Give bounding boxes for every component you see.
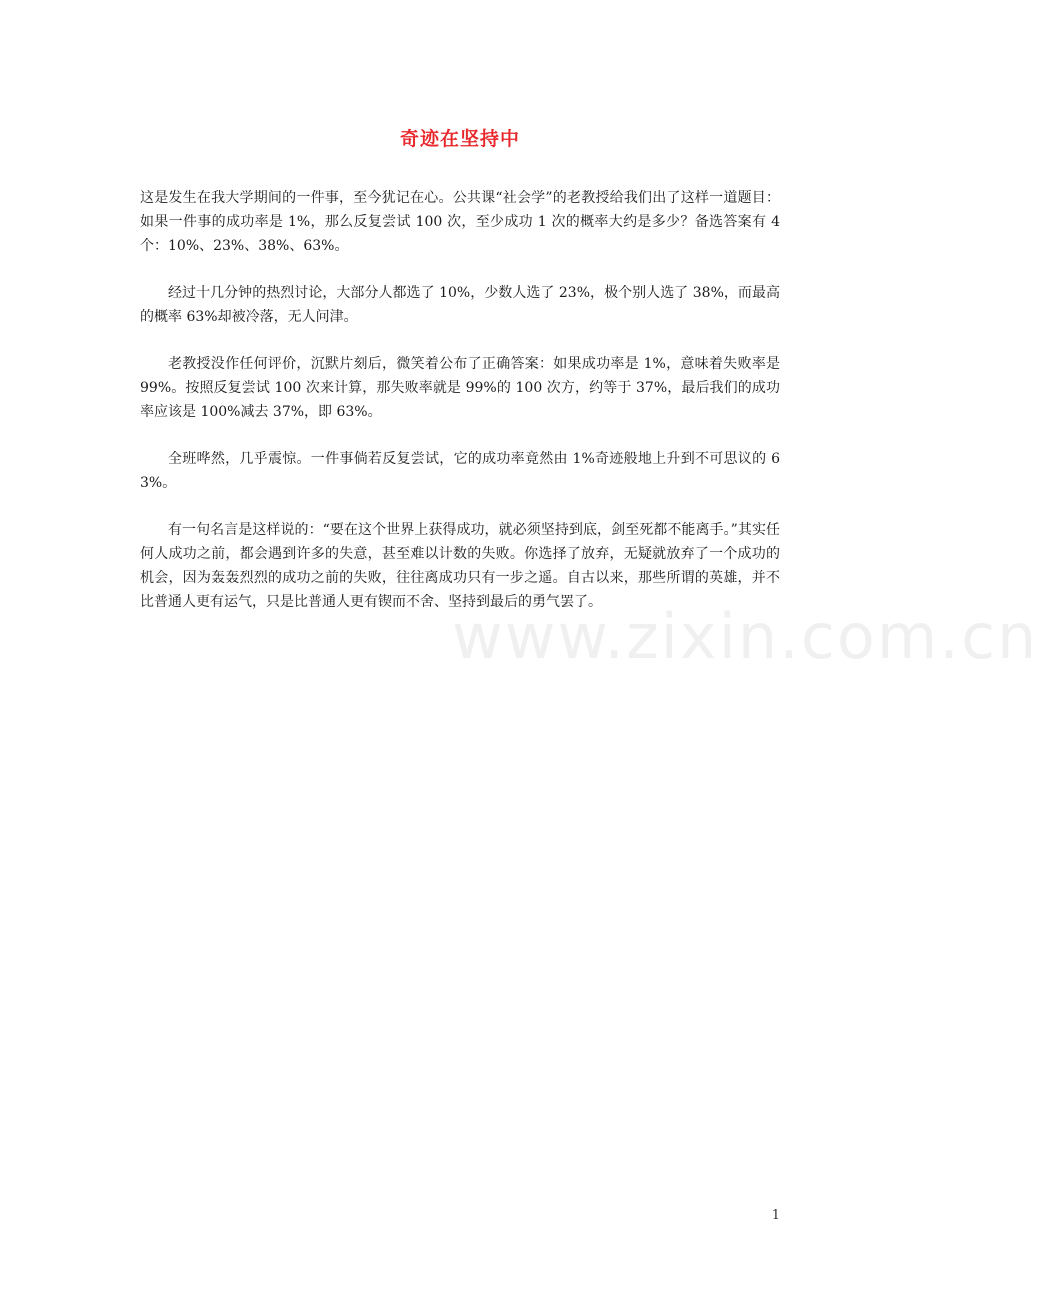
article-body <box>140 186 780 637</box>
paragraph-2: 经过十几分钟的热烈讨论，大部分人都选了 10%，少数人选了 23%，极个别人选了 38%，而最高的概率 63%却被冷落，无人问津。 <box>140 285 780 325</box>
paragraph-3: 老教授没作任何评价，沉默片刻后，微笑着公布了正确答案：如果成功率是 1%，意味着失败率是 99%。按照反复尝试 100 次来计算，那失败率就是 99%的 100 次方，约等于 37%，最后我们的成功率应该是 100%减去 37%，即 63%。 <box>140 356 780 420</box>
paragraph-5: 有一句名言是这样说的：“要在这个世界上获得成功，就必须坚持到底，剑至死都不能离手。”其实任何人成功之前，都会遇到许多的失意，甚至难以计数的失败。你选择了放弃，无疑就放弃了一个成功的机会，因为轰轰烈烈的成功之前的失败，往往离成功只有一步之遥。自古以来，那些所谓的英雄，并不比普通人更有运气，只是比普通人更有锲而不舍、坚持到最后的勇气罢了。 <box>140 522 780 610</box>
page-number: 1 <box>771 1208 780 1223</box>
page-title: 奇迹在坚持中 <box>399 128 520 150</box>
paragraph-4: 全班哗然，几乎震惊。一件事倘若反复尝试，它的成功率竟然由 1%奇迹般地上升到不可思议的 63%。 <box>140 451 780 491</box>
watermark: www.zixin.com.cn <box>452 600 1038 673</box>
paragraph-1: 这是发生在我大学期间的一件事，至今犹记在心。公共课“社会学”的老教授给我们出了这样一道题目：如果一件事的成功率是 1%，那么反复尝试 100 次，至少成功 1 次的概率大约是多少？备选答案有 4 个：10%、23%、38%、63%。 <box>140 190 780 254</box>
